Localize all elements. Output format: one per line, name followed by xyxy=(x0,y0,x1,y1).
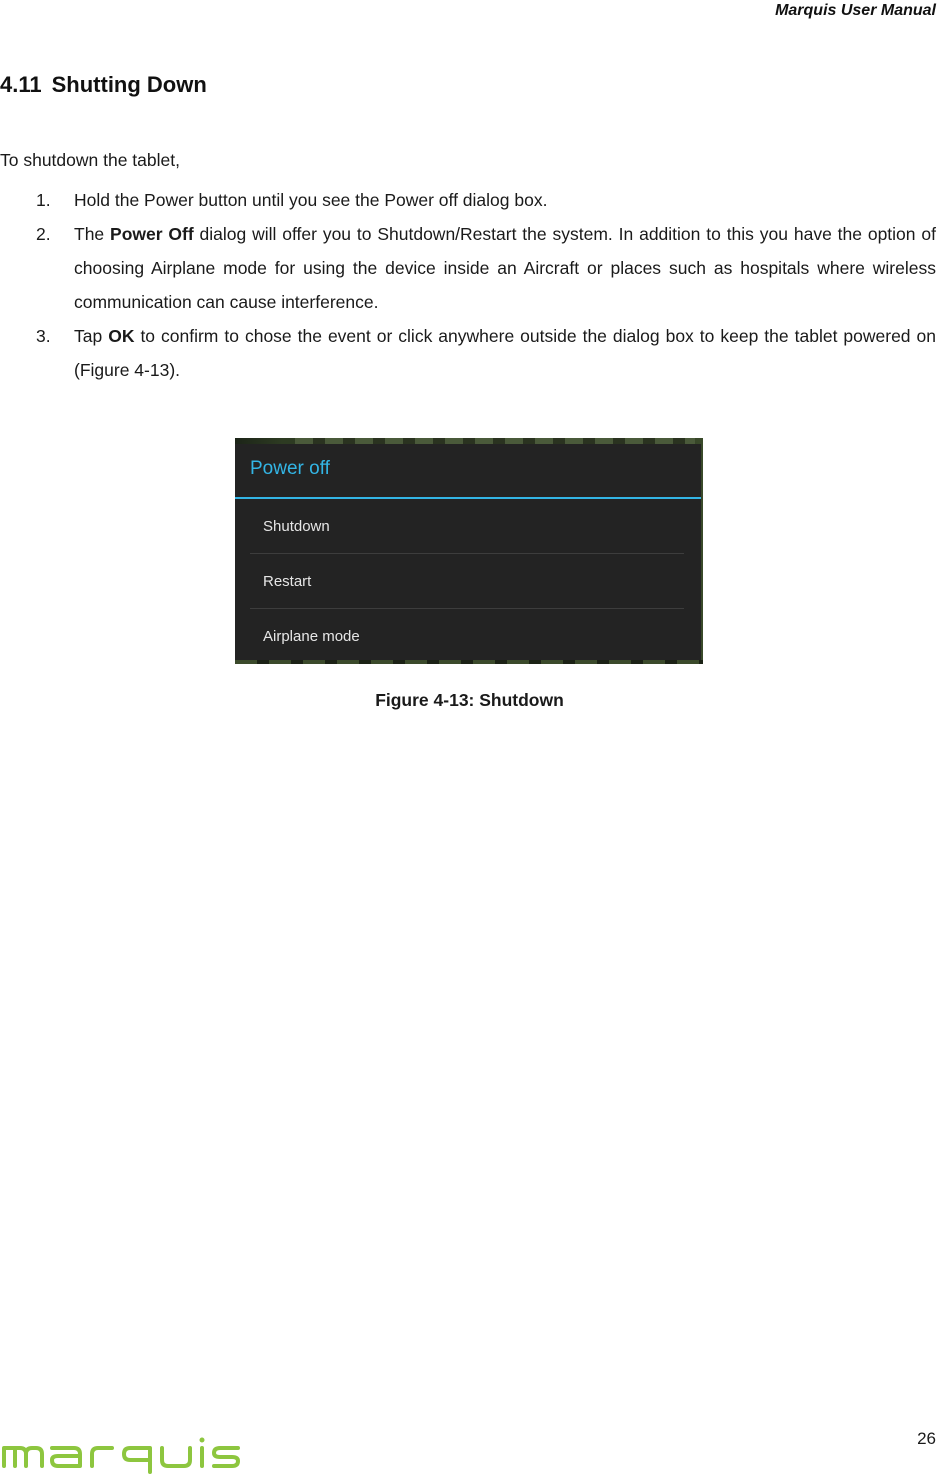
step-item xyxy=(36,183,936,217)
step-item xyxy=(36,217,936,319)
step-text: Hold the Power button until you see the Power off dialog box. xyxy=(74,190,548,210)
dialog-option-shutdown[interactable] xyxy=(235,499,701,554)
dialog-option-airplane-mode[interactable] xyxy=(235,609,701,664)
step-item xyxy=(36,319,936,387)
steps-list xyxy=(36,183,936,387)
step-number: 1. xyxy=(36,190,51,210)
dialog-title: Power off xyxy=(235,444,701,499)
section-title: Shutting Down xyxy=(51,72,207,97)
power-off-dialog xyxy=(235,444,701,664)
option-label: Shutdown xyxy=(263,518,330,535)
step-number: 3. xyxy=(36,326,51,346)
power-off-dialog-screenshot xyxy=(235,438,703,664)
option-label: Airplane mode xyxy=(263,628,360,645)
step-number: 2. xyxy=(36,224,51,244)
section-number: 4.11 xyxy=(0,72,42,97)
section-heading xyxy=(0,72,207,98)
figure-caption: Figure 4-13: Shutdown xyxy=(375,690,564,710)
page-number: 26 xyxy=(917,1429,936,1448)
step-text: The Power Off dialog will offer you to Shutdown/Restart the system. In addition to this you have the option of choosing Airplane mode for using the device inside an Aircraft or places such as hospitals where wireless communication can cause interference. xyxy=(74,224,936,312)
dialog-option-restart[interactable] xyxy=(235,554,701,609)
option-label: Restart xyxy=(263,573,312,590)
document-header-title: Marquis User Manual xyxy=(775,2,936,19)
background-texture xyxy=(235,660,703,664)
marquis-logo xyxy=(0,1434,268,1474)
intro-text: To shutdown the tablet, xyxy=(0,150,180,170)
step-text: Tap OK to confirm to chose the event or click anywhere outside the dialog box to keep the tablet powered on (Figure 4-13). xyxy=(74,326,936,380)
